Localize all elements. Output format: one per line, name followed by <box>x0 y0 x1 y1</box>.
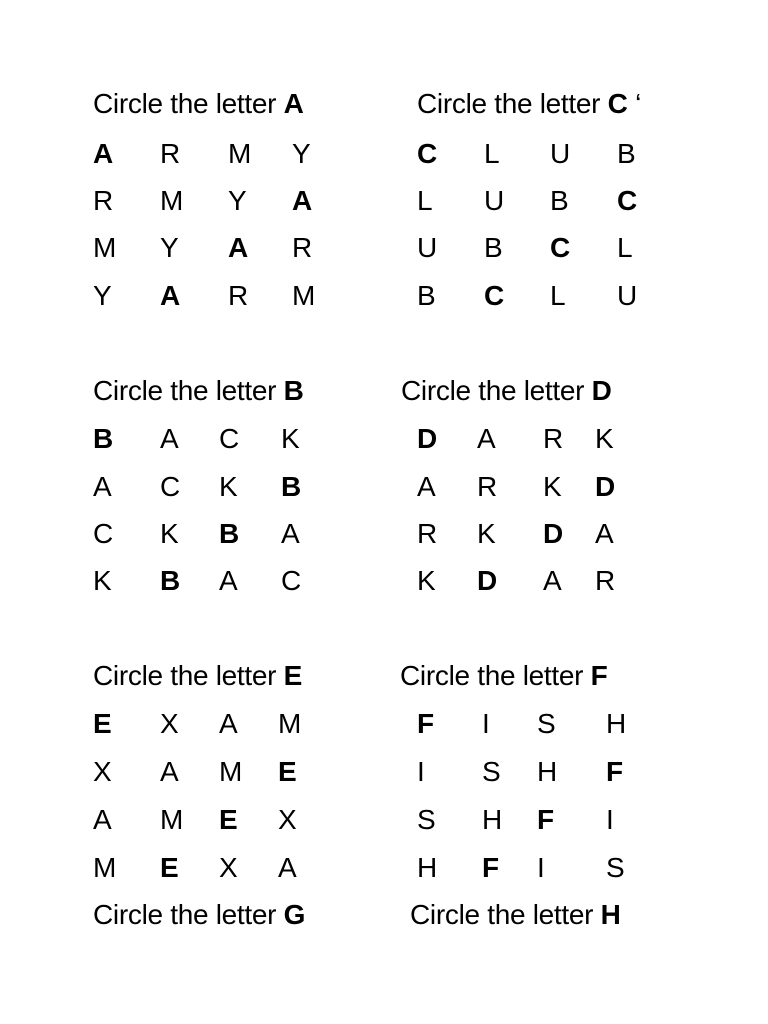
section-a-letter[interactable]: Y <box>93 280 112 311</box>
section-c-target-letter: C <box>607 88 628 119</box>
section-a-letter[interactable]: Y <box>292 138 311 169</box>
section-e-letter[interactable]: A <box>219 708 238 739</box>
section-f-heading <box>400 659 607 693</box>
section-e-heading <box>93 659 302 693</box>
section-e-letter[interactable]: A <box>160 756 179 787</box>
section-f-letter[interactable]: S <box>482 756 501 787</box>
section-c-heading-label: Circle the letter <box>417 88 608 119</box>
section-a-letter[interactable]: R <box>292 232 313 263</box>
section-b-letter[interactable]: C <box>160 471 181 502</box>
section-e-letter[interactable]: X <box>219 852 238 883</box>
section-e-letter[interactable]: E <box>160 852 179 883</box>
section-g-heading <box>93 898 305 932</box>
section-e-letter[interactable]: X <box>93 756 112 787</box>
section-b-letter[interactable]: C <box>219 423 240 454</box>
section-b-letter[interactable]: C <box>93 518 114 549</box>
section-e-heading-label: Circle the letter <box>93 660 284 691</box>
section-b-heading <box>93 374 304 408</box>
section-e-letter[interactable]: X <box>160 708 179 739</box>
section-f-letter[interactable]: I <box>482 708 490 739</box>
section-f-letter[interactable]: I <box>417 756 425 787</box>
section-d-letter[interactable]: K <box>477 518 496 549</box>
section-a-letter[interactable]: Y <box>228 185 247 216</box>
section-f-letter[interactable]: I <box>606 804 614 835</box>
section-a-letter[interactable]: R <box>160 138 181 169</box>
section-a-letter[interactable]: A <box>93 138 114 169</box>
section-c-letter[interactable]: C <box>417 138 438 169</box>
section-f-letter[interactable]: F <box>417 708 435 739</box>
section-e-letter[interactable]: E <box>278 756 297 787</box>
section-d-letter[interactable]: R <box>477 471 498 502</box>
section-f-letter[interactable]: H <box>482 804 503 835</box>
section-a-letter[interactable]: A <box>292 185 313 216</box>
section-a-letter[interactable]: A <box>160 280 181 311</box>
section-d-letter[interactable]: K <box>417 565 436 596</box>
section-a-letter[interactable]: M <box>160 185 184 216</box>
section-d-letter[interactable]: R <box>595 565 616 596</box>
section-b-letter[interactable]: A <box>281 518 300 549</box>
section-a-heading-label: Circle the letter <box>93 88 284 119</box>
section-e-letter[interactable]: M <box>160 804 184 835</box>
section-c-letter[interactable]: U <box>550 138 571 169</box>
section-f-letter[interactable]: F <box>482 852 500 883</box>
section-h-target-letter: H <box>600 899 621 930</box>
section-b-heading-label: Circle the letter <box>93 375 284 406</box>
section-a-letter[interactable]: M <box>93 232 117 263</box>
section-a-letter[interactable]: Y <box>160 232 179 263</box>
section-h-heading-label: Circle the letter <box>410 899 601 930</box>
section-d-letter[interactable]: K <box>595 423 614 454</box>
section-a-letter[interactable]: M <box>228 138 252 169</box>
section-e-letter[interactable]: X <box>278 804 297 835</box>
section-d-letter[interactable]: A <box>417 471 436 502</box>
section-a-heading <box>93 87 304 121</box>
section-c-letter[interactable]: U <box>617 280 638 311</box>
section-c-letter[interactable]: U <box>417 232 438 263</box>
section-e-letter[interactable]: E <box>93 708 112 739</box>
section-f-letter[interactable]: H <box>417 852 438 883</box>
section-d-heading-label: Circle the letter <box>401 375 592 406</box>
section-c-letter[interactable]: L <box>484 138 500 169</box>
section-f-letter[interactable]: S <box>606 852 625 883</box>
section-b-letter[interactable]: B <box>281 471 302 502</box>
section-d-letter[interactable]: D <box>543 518 564 549</box>
section-a-letter[interactable]: R <box>228 280 249 311</box>
section-b-letter[interactable]: A <box>160 423 179 454</box>
section-a-target-letter: A <box>283 88 304 119</box>
section-b-letter[interactable]: A <box>219 565 238 596</box>
section-c-letter[interactable]: C <box>550 232 571 263</box>
section-c-letter[interactable]: B <box>617 138 636 169</box>
section-d-letter[interactable]: A <box>543 565 562 596</box>
section-e-letter[interactable]: M <box>93 852 117 883</box>
section-c-letter[interactable]: B <box>417 280 436 311</box>
section-f-letter[interactable]: S <box>417 804 436 835</box>
section-f-target-letter: F <box>590 660 608 691</box>
section-d-letter[interactable]: K <box>543 471 562 502</box>
section-b-letter[interactable]: B <box>93 423 114 454</box>
section-d-letter[interactable]: D <box>595 471 616 502</box>
section-f-letter[interactable]: H <box>537 756 558 787</box>
section-c-letter[interactable]: L <box>617 232 633 263</box>
section-e-target-letter: E <box>283 660 303 691</box>
section-c-letter[interactable]: B <box>484 232 503 263</box>
section-c-letter[interactable]: C <box>484 280 505 311</box>
section-b-target-letter: B <box>283 375 304 406</box>
section-b-letter[interactable]: K <box>93 565 112 596</box>
section-f-letter[interactable]: S <box>537 708 556 739</box>
section-f-letter[interactable]: F <box>537 804 555 835</box>
section-g-target-letter: G <box>283 899 306 930</box>
section-c-letter[interactable]: C <box>617 185 638 216</box>
section-e-letter[interactable]: E <box>219 804 238 835</box>
section-d-letter[interactable]: R <box>543 423 564 454</box>
section-d-letter[interactable]: D <box>477 565 498 596</box>
section-c-heading-mark: ‘ <box>627 88 641 119</box>
section-b-letter[interactable]: B <box>219 518 240 549</box>
section-d-letter[interactable]: A <box>595 518 614 549</box>
section-e-letter[interactable]: A <box>93 804 112 835</box>
section-c-letter[interactable]: U <box>484 185 505 216</box>
section-d-letter[interactable]: A <box>477 423 496 454</box>
section-b-letter[interactable]: B <box>160 565 181 596</box>
section-h-heading <box>410 898 621 932</box>
section-e-letter[interactable]: M <box>278 708 302 739</box>
section-d-target-letter: D <box>591 375 612 406</box>
section-b-letter[interactable]: C <box>281 565 302 596</box>
section-g-heading-label: Circle the letter <box>93 899 284 930</box>
section-f-heading-label: Circle the letter <box>400 660 591 691</box>
section-a-letter[interactable]: R <box>93 185 114 216</box>
section-e-letter[interactable]: M <box>219 756 243 787</box>
section-f-letter[interactable]: F <box>606 756 624 787</box>
section-a-letter[interactable]: M <box>292 280 316 311</box>
section-b-letter[interactable]: K <box>160 518 179 549</box>
section-b-letter[interactable]: K <box>281 423 300 454</box>
section-c-letter[interactable]: B <box>550 185 569 216</box>
section-a-letter[interactable]: A <box>228 232 249 263</box>
section-f-letter[interactable]: I <box>537 852 545 883</box>
section-b-letter[interactable]: K <box>219 471 238 502</box>
section-d-letter[interactable]: R <box>417 518 438 549</box>
section-c-letter[interactable]: L <box>550 280 566 311</box>
section-f-letter[interactable]: H <box>606 708 627 739</box>
section-c-letter[interactable]: L <box>417 185 433 216</box>
section-b-letter[interactable]: A <box>93 471 112 502</box>
section-d-letter[interactable]: D <box>417 423 438 454</box>
section-e-letter[interactable]: A <box>278 852 297 883</box>
section-c-heading <box>417 87 641 121</box>
section-d-heading <box>401 374 612 408</box>
